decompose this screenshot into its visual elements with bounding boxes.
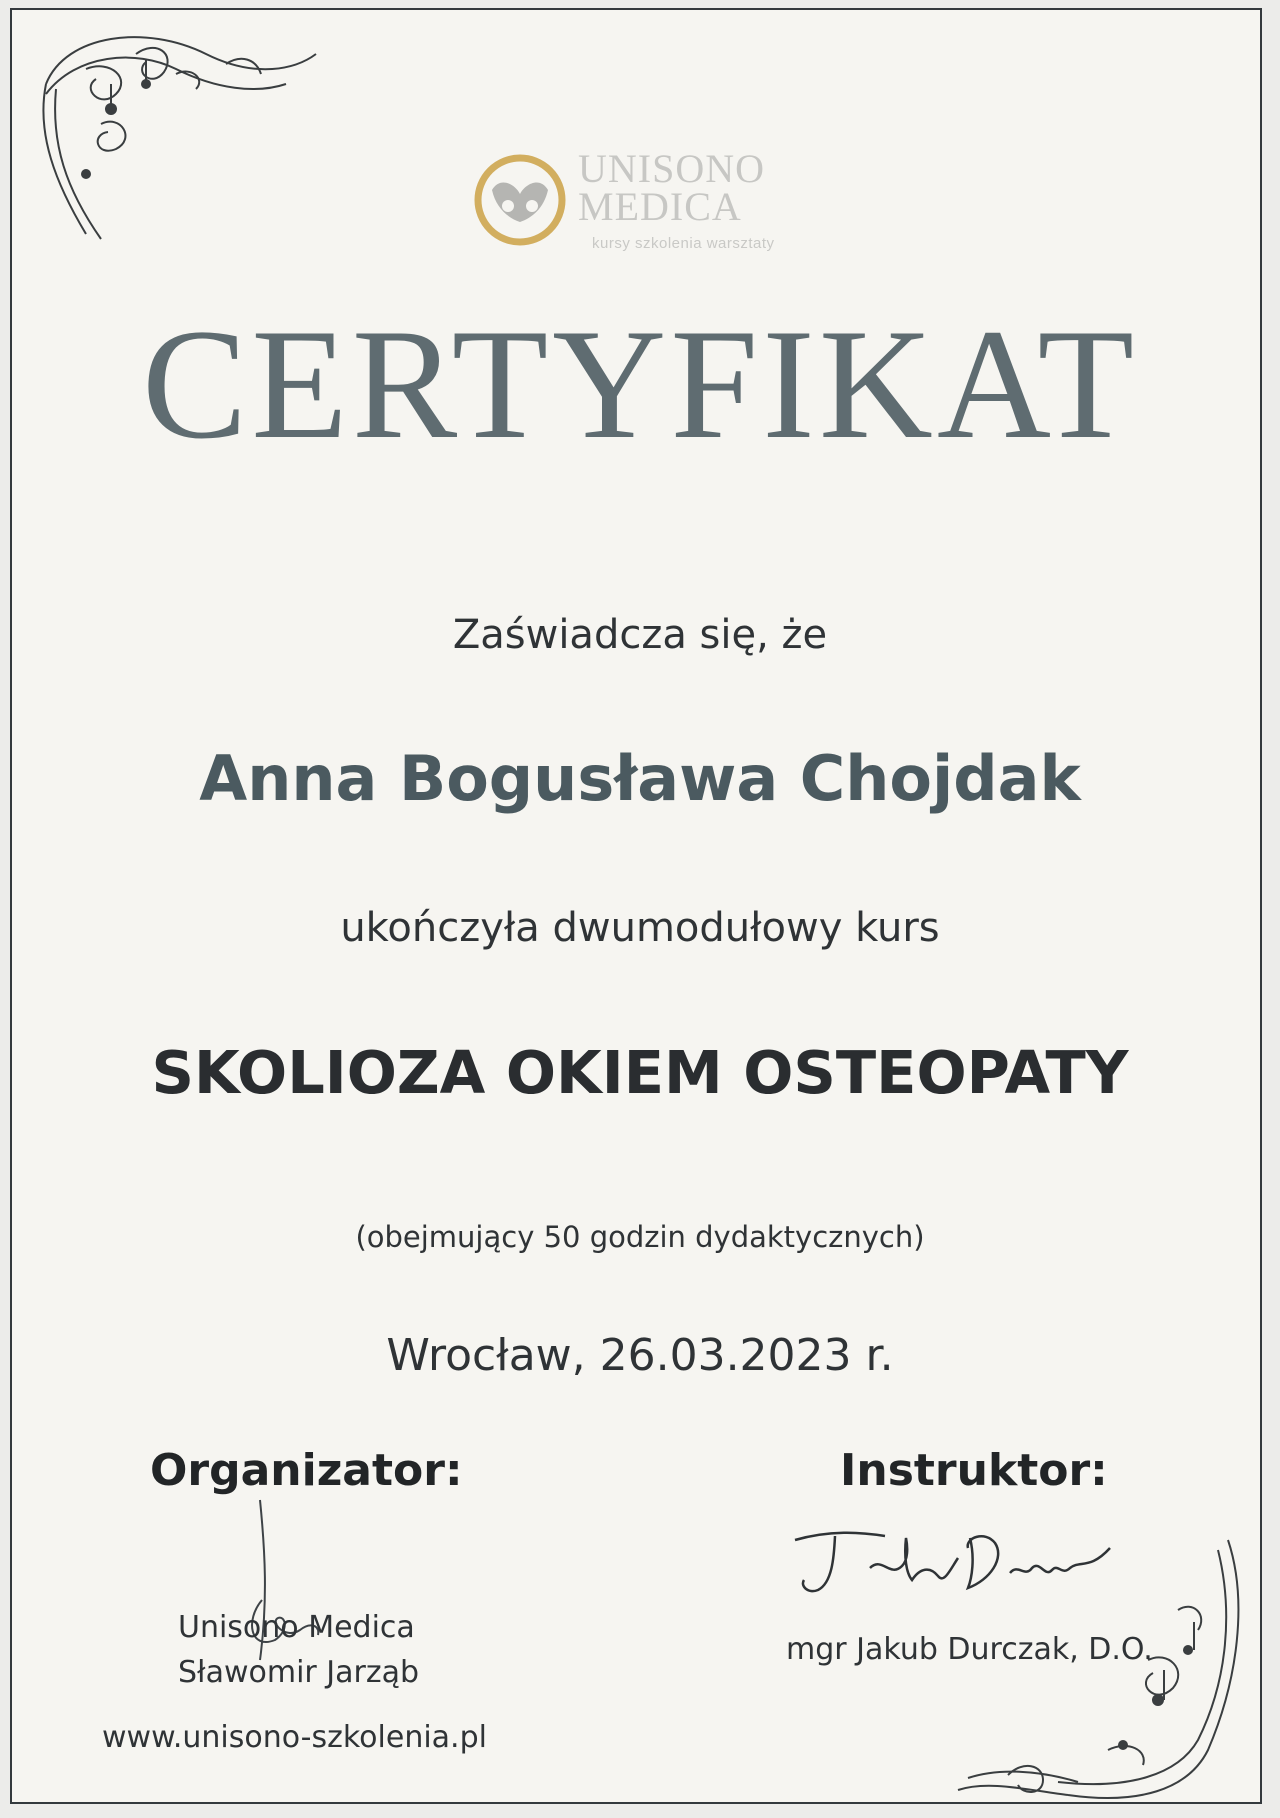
unisono-medica-logo: [470, 148, 810, 258]
certificate-intro: Zaświadcza się, że: [452, 612, 828, 658]
organizer-company-name: Unisono Medica: [178, 1610, 415, 1645]
logo-tagline: kursy szkolenia warsztaty: [592, 235, 775, 252]
instructor-person-name: mgr Jakub Durczak, D.O.: [786, 1632, 1153, 1667]
certificate-title: CERTYFIKAT: [141, 297, 1139, 472]
instructor-signature: [790, 1518, 1120, 1608]
instructor-heading: Instruktor:: [840, 1445, 1108, 1496]
organizer-website: www.unisono-szkolenia.pl: [102, 1720, 487, 1755]
pelvis-logo-icon: [470, 148, 570, 252]
organizer-heading: Organizator:: [150, 1445, 463, 1496]
course-name: SKOLIOZA OKIEM OSTEOPATY: [151, 1038, 1129, 1107]
music-ornament-top-left: [26, 14, 326, 264]
logo-title: UNISONO MEDICA: [578, 146, 765, 229]
recipient-name: Anna Bogusława Chojdak: [199, 742, 1081, 815]
place-and-date: Wrocław, 26.03.2023 r.: [386, 1330, 894, 1381]
completion-statement: ukończyła dwumodułowy kurs: [340, 905, 940, 951]
course-hours-note: (obejmujący 50 godzin dydaktycznych): [355, 1220, 925, 1254]
organizer-person-name: Sławomir Jarząb: [178, 1655, 420, 1690]
